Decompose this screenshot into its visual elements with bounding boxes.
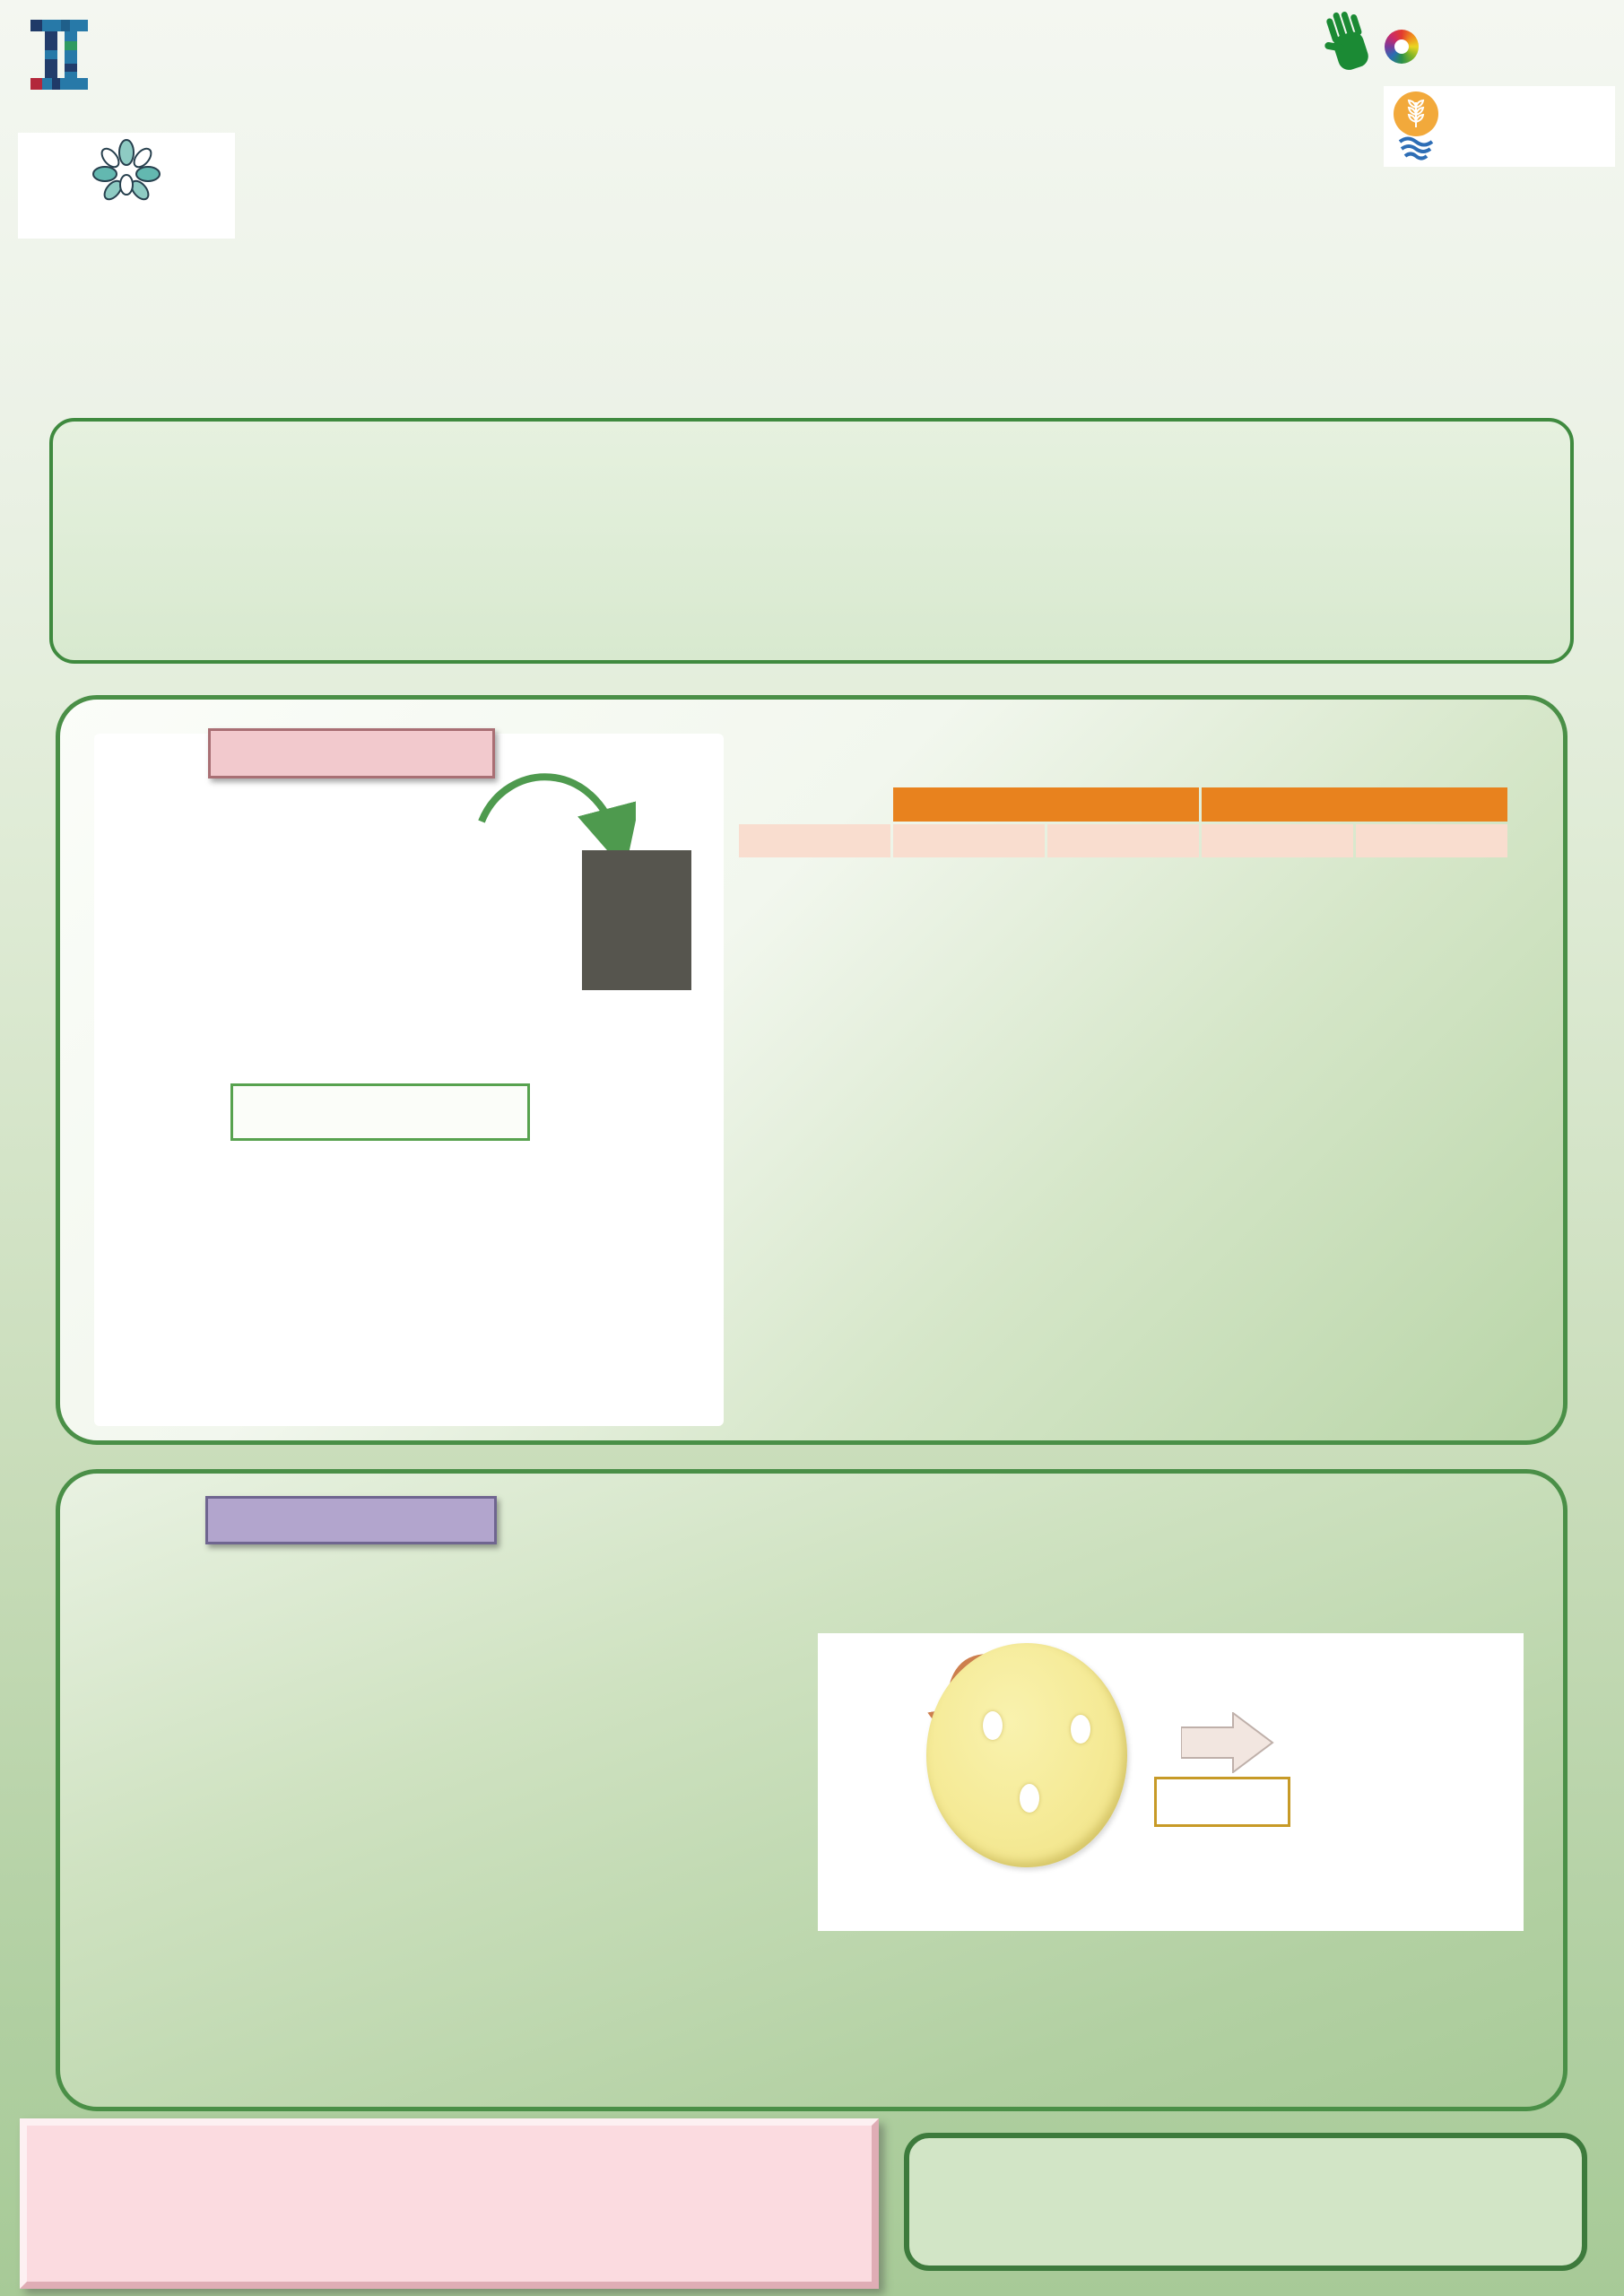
subheader-ld90-2 [1356,824,1507,857]
growth-curve-chart [195,1121,751,1342]
stop-o-icon [1385,30,1419,64]
stop-hand-icon [1316,8,1383,85]
opti-aroma-flower-icon [83,138,169,204]
cut-logo-icon [25,14,95,95]
introduction-section [49,418,1574,664]
table-corner [739,787,890,822]
diz-petri-photo [1329,1676,1510,1857]
paper-disc-2 [1071,1715,1090,1744]
disc-diffusion-section [56,1469,1568,2111]
stop-med-waste-logo [1316,5,1621,88]
col-group-s-enterica [893,787,1199,822]
subheader-mic-1 [893,824,1045,857]
prima-logo [1384,86,1615,167]
mic-ld90-table [736,785,1510,860]
microdilution-assay-label [208,728,495,778]
stop-med-waste-text [1383,30,1420,64]
financial-support-box [904,2133,1587,2271]
paper-disc-3 [1020,1784,1039,1813]
prima-icon [1391,90,1441,163]
diz-table [122,1614,133,1666]
disc-diffusion-assay-label [205,1496,497,1544]
subheader-mic-2 [1202,824,1353,857]
cut-logo [25,14,108,95]
subheader-ld90-1 [1047,824,1199,857]
ld90-petri-photo [582,850,691,990]
petri-dish-na [926,1643,1127,1867]
incubation-note-box-2 [1154,1777,1290,1827]
col-group-l-monocytogenes [1202,787,1507,822]
disc-diffusion-diagram-panel [818,1633,1524,1931]
block-arrow-icon [1181,1712,1274,1773]
conclusions-section [20,2118,879,2289]
microplate-diagram [123,818,499,1074]
microdilution-section [56,695,1568,1445]
opti-aroma-logo [18,133,235,239]
subheader-blank [739,824,890,857]
paper-disc-1 [983,1711,1003,1740]
